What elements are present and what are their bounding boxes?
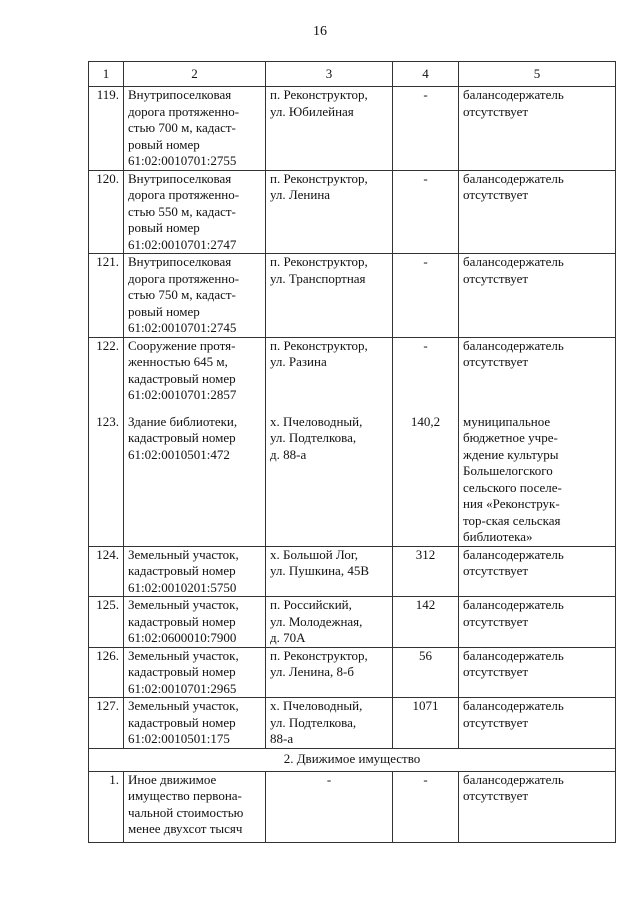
object-address: х. Большой Лог, ул. Пушкина, 45В (266, 546, 393, 597)
balance-holder: балансодержатель отсутствует (459, 87, 616, 171)
table-row (89, 771, 616, 842)
balance-holder: балансодержатель отсутствует муниципальное бюджетное учре- ждение культуры Большелогского сельского поселе- ния «Реконструк- тор-ская сельская библиотека» (459, 337, 616, 546)
table-row (89, 546, 616, 597)
section-row (89, 748, 616, 771)
row-number: 125. (89, 597, 124, 648)
column-header-4: 4 (393, 62, 459, 87)
object-area: - (393, 254, 459, 338)
balance-holder: балансодержатель отсутствует (459, 170, 616, 254)
object-address: п. Российский, ул. Молодежная, д. 70А (266, 597, 393, 648)
object-address: п. Реконструктор, ул. Разина х. Пчеловодный, ул. Подтелкова, д. 88-а (266, 337, 393, 546)
balance-holder: балансодержатель отсутствует (459, 254, 616, 338)
balance-holder: балансодержатель отсутствует (459, 597, 616, 648)
row-number: 122. 123. (89, 337, 124, 546)
balance-holder: балансодержатель отсутствует (459, 771, 616, 842)
object-area: 1071 (393, 698, 459, 749)
row-number: 124. (89, 546, 124, 597)
row-number: 127. (89, 698, 124, 749)
object-address: п. Реконструктор, ул. Ленина, 8-б (266, 647, 393, 698)
column-header-5: 5 (459, 62, 616, 87)
table-row (89, 254, 616, 338)
object-address: п. Реконструктор, ул. Юбилейная (266, 87, 393, 171)
object-area: 142 (393, 597, 459, 648)
row-number: 1. (89, 771, 124, 842)
object-name: Земельный участок, кадастровый номер 61:02:0010501:175 (124, 698, 266, 749)
object-area: 56 (393, 647, 459, 698)
object-address: - (266, 771, 393, 842)
balance-holder: балансодержатель отсутствует (459, 647, 616, 698)
table-row (89, 647, 616, 698)
object-name: Земельный участок, кадастровый номер 61:02:0010701:2965 (124, 647, 266, 698)
page-number: 16 (313, 24, 327, 39)
table-row (89, 597, 616, 648)
object-address: п. Реконструктор, ул. Ленина (266, 170, 393, 254)
row-number: 126. (89, 647, 124, 698)
object-name: Земельный участок, кадастровый номер 61:02:0010201:5750 (124, 546, 266, 597)
object-name: Внутрипоселковая дорога протяженно- стью 750 м, кадаст- ровый номер 61:02:0010701:2745 (124, 254, 266, 338)
object-area: - (393, 170, 459, 254)
column-header-2: 2 (124, 62, 266, 87)
object-address: х. Пчеловодный, ул. Подтелкова, 88-а (266, 698, 393, 749)
row-number: 120. (89, 170, 124, 254)
object-area: 312 (393, 546, 459, 597)
balance-holder: балансодержатель отсутствует (459, 698, 616, 749)
property-registry-table (88, 61, 616, 843)
object-address: п. Реконструктор, ул. Транспортная (266, 254, 393, 338)
object-name: Внутрипоселковая дорога протяженно- стью 700 м, кадаст- ровый номер 61:02:0010701:2755 (124, 87, 266, 171)
object-name: Иное движимое имущество первона- чальной стоимостью менее двухсот тысяч (124, 771, 266, 842)
table-row (89, 87, 616, 171)
object-area: - (393, 87, 459, 171)
column-header-3: 3 (266, 62, 393, 87)
table-row (89, 337, 616, 546)
object-name: Земельный участок, кадастровый номер 61:02:0600010:7900 (124, 597, 266, 648)
object-name: Сооружение протя- женностью 645 м, кадастровый номер 61:02:0010701:2857 Здание библиотеки, кадастровый номер 61:02:0010501:472 (124, 337, 266, 546)
balance-holder: балансодержатель отсутствует (459, 546, 616, 597)
row-number: 119. (89, 87, 124, 171)
object-area: - 140,2 (393, 337, 459, 546)
table-row (89, 698, 616, 749)
column-header-1: 1 (89, 62, 124, 87)
section-title: 2. Движимое имущество (89, 748, 616, 771)
header-row (89, 62, 616, 87)
object-name: Внутрипоселковая дорога протяженно- стью 550 м, кадаст- ровый номер 61:02:0010701:2747 (124, 170, 266, 254)
row-number: 121. (89, 254, 124, 338)
object-area: - (393, 771, 459, 842)
table-row (89, 170, 616, 254)
